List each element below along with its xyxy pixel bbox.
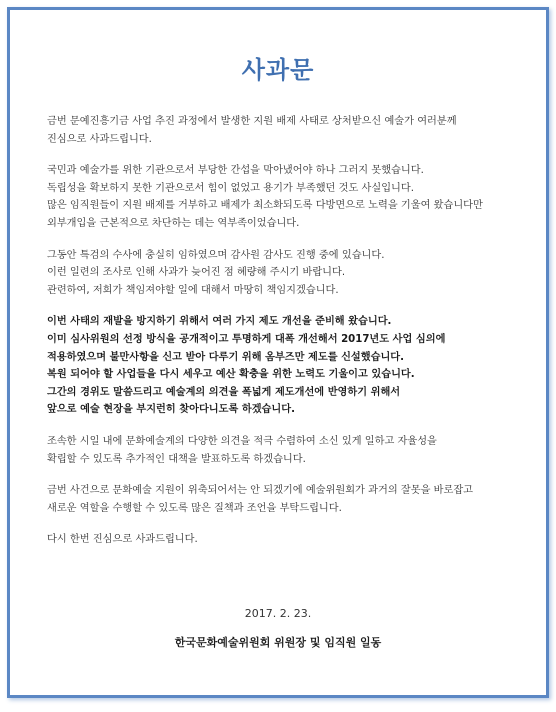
document-frame xyxy=(7,7,549,698)
text-line: 확립할 수 있도록 추가적인 대책을 발표하도록 하겠습니다. xyxy=(47,453,306,465)
document-date: 2017. 2. 23. xyxy=(244,607,312,620)
text-line: 새로운 역할을 수행할 수 있도록 많은 질책과 조언을 부탁드립니다. xyxy=(47,502,342,514)
text-line: 조속한 시일 내에 문화예술계의 다양한 의견을 적극 수렴하여 소신 있게 일하고 자율성을 xyxy=(47,435,437,447)
text-line: 이런 일련의 조사로 인해 사과가 늦어진 점 혜량해 주시기 바랍니다. xyxy=(47,267,346,279)
text-line: 그동안 특검의 수사에 충실히 임하였으며 감사원 감사도 진행 중에 있습니다. xyxy=(47,249,385,261)
paragraph-additional-measures xyxy=(47,433,537,468)
paragraph-apology-intro xyxy=(47,113,537,148)
text-line: 금번 사건으로 문화예술 지원이 위축되어서는 안 되겠기에 예술위원회가 과거의 잘못을 바로잡고 xyxy=(47,485,474,497)
text-line: 많은 임직원들이 지원 배제를 거부하고 배제가 최소화되도록 다방면으로 노력을 기울여 왔습니다만 xyxy=(47,200,483,212)
text-line: 관련하여, 저희가 책임져야할 일에 대해서 마땅히 책임지겠습니다. xyxy=(47,284,339,296)
paragraph-closing-apology xyxy=(47,531,537,549)
paragraph-responsibility xyxy=(47,162,537,232)
text-line: 그간의 경위도 말씀드리고 예술계의 의견을 폭넓게 제도개선에 반영하기 위해서 xyxy=(47,386,401,398)
text-line: 이미 심사위원의 선정 방식을 공개적이고 투명하게 대폭 개선해서 2017년도 사업 심의에 xyxy=(47,333,446,345)
paragraph-investigation xyxy=(47,247,537,300)
text-line: 금번 문예진흥기금 사업 추진 과정에서 발생한 지원 배제 사태로 상처받으신 예술가 여러분께 xyxy=(47,116,457,127)
text-line: 앞으로 예술 현장을 부지런히 찾아다니도록 하겠습니다. xyxy=(47,404,295,416)
text-line: 국민과 예술가를 위한 기관으로서 부당한 간섭을 막아냈어야 하나 그러지 못했습니다. xyxy=(47,165,424,177)
paragraph-request-advice xyxy=(47,482,537,517)
text-line: 다시 한번 진심으로 사과드립니다. xyxy=(47,534,198,546)
text-line: 독립성을 확보하지 못한 기관으로서 힘이 없었고 용기가 부족했던 것도 사실입니다. xyxy=(47,182,414,194)
document-signature: 한국문화예술위원회 위원장 및 임직원 일동 xyxy=(174,636,382,649)
document-body xyxy=(47,113,537,563)
text-line: 진심으로 사과드립니다. xyxy=(47,133,152,145)
document-title: 사과문 xyxy=(241,56,315,84)
text-line: 외부개입을 근본적으로 차단하는 데는 역부족이었습니다. xyxy=(47,217,300,229)
paragraph-reform-measures xyxy=(47,313,537,419)
text-line: 복원 되어야 할 사업들을 다시 세우고 예산 확충을 위한 노력도 기울이고 있습니다. xyxy=(47,369,415,381)
text-line: 이번 사태의 재발을 방지하기 위해서 여러 가지 제도 개선을 준비해 왔습니다. xyxy=(47,316,392,328)
text-line: 적용하였으며 불만사항을 신고 받아 다루기 위해 옴부즈만 제도를 신설했습니다. xyxy=(47,351,404,363)
